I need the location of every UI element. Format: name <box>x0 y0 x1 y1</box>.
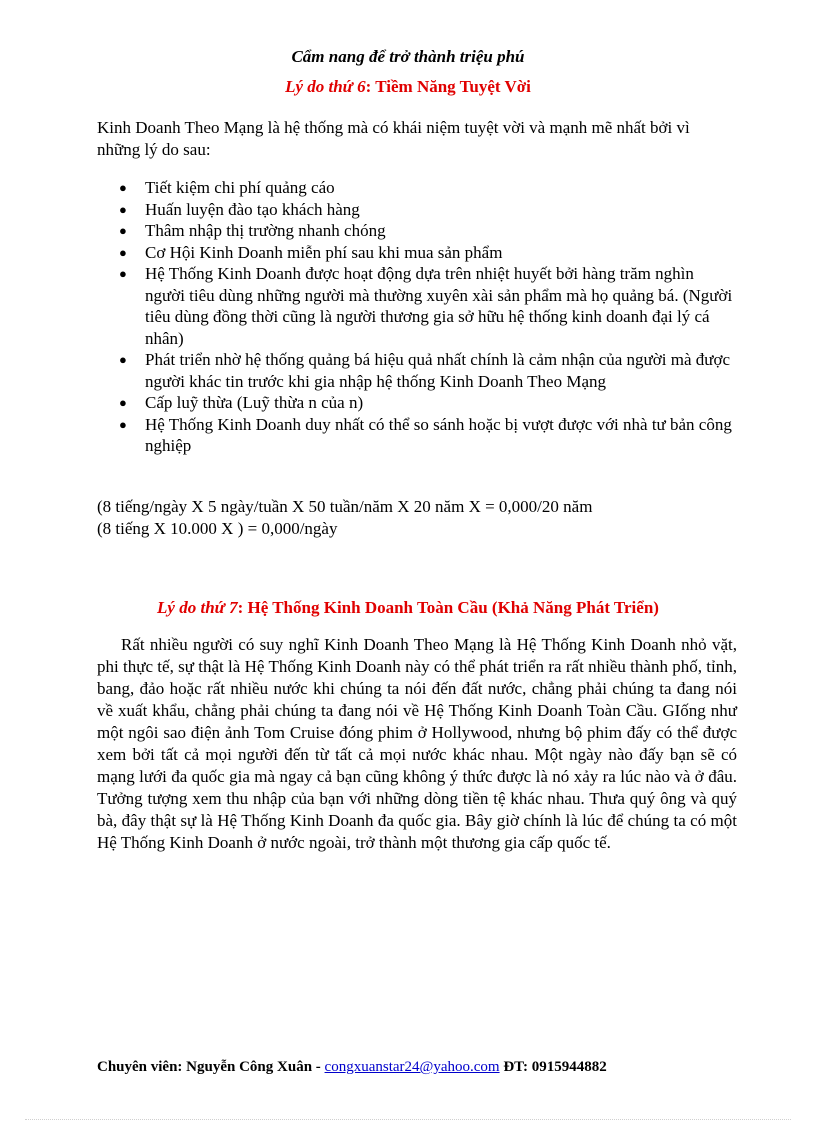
footer-email-link[interactable]: congxuanstar24@yahoo.com <box>324 1059 500 1075</box>
section-7-lead: Lý do thứ 7 <box>157 598 238 617</box>
bullet-icon: ● <box>119 244 127 260</box>
section-7-heading <box>0 598 816 618</box>
bullet-icon: ● <box>119 266 127 281</box>
footer-author: Chuyên viên: Nguyễn Công Xuân - <box>97 1059 325 1075</box>
page-header-title: Cẩm nang để trở thành triệu phú <box>291 47 525 66</box>
list-item: ● Tiết kiệm chi phí quảng cáo <box>119 178 335 197</box>
section-6-heading <box>0 77 816 97</box>
section-6-lead: Lý do thứ 6 <box>285 77 366 96</box>
reasons-list <box>97 177 737 457</box>
footer-phone: ĐT: 0915944882 <box>499 1059 607 1075</box>
page-footer <box>97 1059 607 1076</box>
bullet-icon: ● <box>119 223 127 238</box>
footer-divider <box>25 1119 791 1120</box>
list-item: ● Cơ Hội Kinh Doanh miễn phí sau khi mua sản phẩm <box>119 242 503 262</box>
list-item: ● Thâm nhập thị trường nhanh chóng <box>119 221 386 240</box>
section-7-paragraph: Rất nhiều người có suy nghĩ Kinh Doanh Theo Mạng là Hệ Thống Kinh Doanh nhỏ vặt, phi thực tế, sự thật là Hệ Thống Kinh Doanh này có thể phát triển ra rất nhiều thành phố, tỉnh, bang, đảo hoặc rất nhiều nước khi chúng ta nói đến đất nước, chẳng phải chúng ta đang nói về xuất khẩu, chẳng phải chúng ta đang nói về Hệ Thống Kinh Doanh Toàn Cầu. GIống như một ngôi sao điện ảnh Tom Cruise đóng phim ở Hollywood, nhưng bộ phim đấy có thể được xem bởi tất cả mọi người đến từ tất cả mọi nước khác nhau. Một ngày nào đấy bạn sẽ có mạng lưới đa quốc gia mà ngay cả bạn cũng không ý thức được là nó xảy ra lúc nào và ở đâu. Tưởng tượng xem thu nhập của bạn với những dòng tiền tệ khác nhau. Thưa quý ông và quý bà, đây thật sự là Hệ Thống Kinh Doanh đa quốc gia. Bây giờ chính là lúc để chúng ta có một Hệ Thống Kinh Doanh ở nước ngoài, trở thành một thương gia cấp quốc tế. <box>97 635 737 852</box>
bullet-icon: ● <box>119 395 127 410</box>
bullet-icon: ● <box>119 180 127 195</box>
formula-line-1: (8 tiếng/ngày X 5 ngày/tuần X 50 tuần/năm X 20 năm X = 0,000/20 năm <box>97 497 593 516</box>
section-6-title: : Tiềm Năng Tuyệt Vời <box>365 77 531 96</box>
section-6-intro: Kinh Doanh Theo Mạng là hệ thống mà có khái niệm tuyệt vời và mạnh mẽ nhất bởi vì những lý do sau: <box>97 118 690 159</box>
list-item: ● Hệ Thống Kinh Doanh được hoạt động dựa trên nhiệt huyết bởi hàng trăm nghìn người tiêu dùng những người mà thường xuyên xài sản phẩm mà họ quảng bá. (Người tiêu dùng đồng thời cũng là người thương gia sở hữu hệ thống kinh doanh đại lý cá nhân) <box>119 264 733 348</box>
formula-line-2: (8 tiếng X 10.000 X ) = 0,000/ngày <box>97 519 338 538</box>
list-item: ● Hệ Thống Kinh Doanh duy nhất có thể so sánh hoặc bị vượt được với nhà tư bản công nghiệp <box>119 414 732 455</box>
bullet-icon: ● <box>119 352 127 367</box>
list-item: ● Cấp luỹ thừa (Luỹ thừa n của n) <box>119 393 364 412</box>
list-item: ● Huấn luyện đào tạo khách hàng <box>119 199 360 219</box>
section-7-title: : Hệ Thống Kinh Doanh Toàn Cầu (Khả Năng Phát Triển) <box>237 598 659 617</box>
list-item: ● Phát triển nhờ hệ thống quảng bá hiệu quả nhất chính là cảm nhận của người mà được người khác tin trước khi gia nhập hệ thống Kinh Doanh Theo Mạng <box>119 350 730 391</box>
bullet-icon: ● <box>119 201 127 217</box>
bullet-icon: ● <box>119 416 127 432</box>
